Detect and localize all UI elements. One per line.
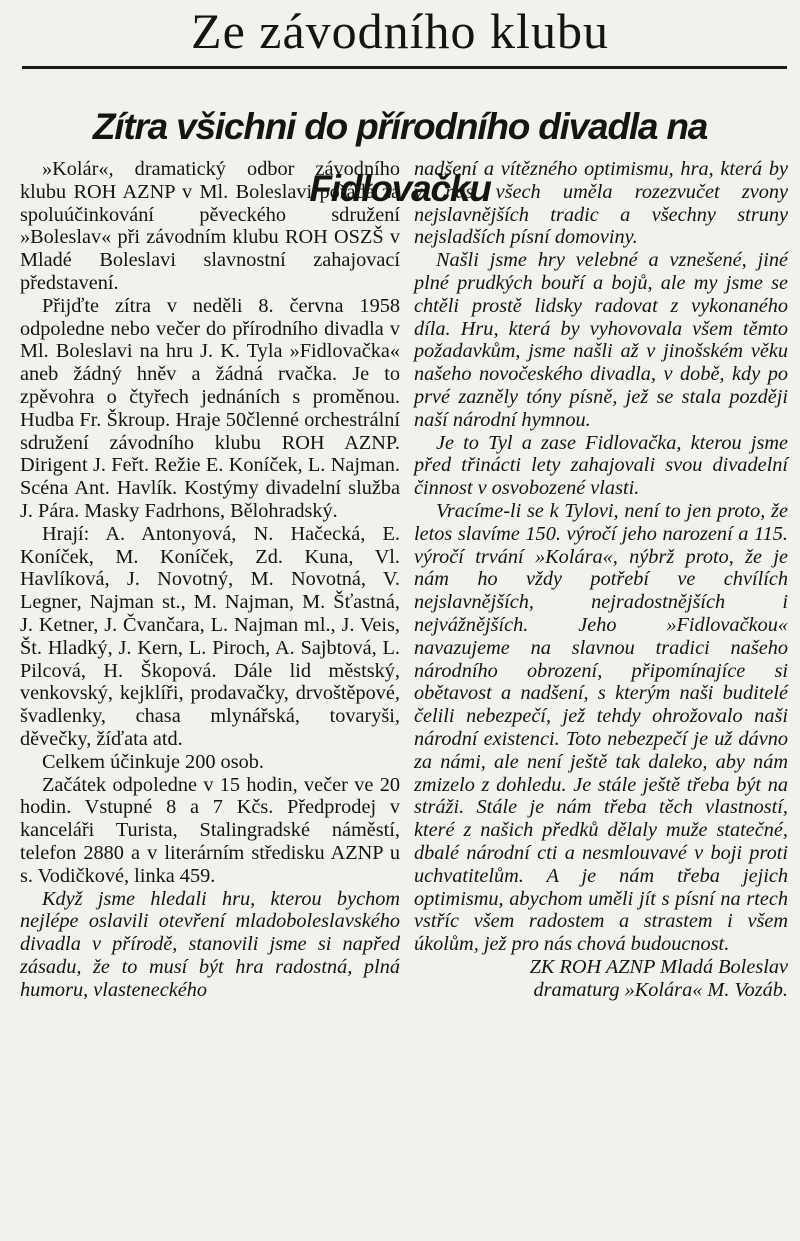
article-column-left (20, 158, 400, 1228)
paragraph-total-performers: Celkem účinkuje 200 osob. (42, 750, 264, 773)
section-masthead: Ze závodního klubu (191, 3, 609, 59)
paragraph-invitation: Přijďte zítra v neděli 8. června 1958 odpoledne nebo večer do přírodního divadla v Ml. Boleslavi na hru J. K. Tyla »Fidlovačka« aneb žádný hněv a žádná rvačka. Je to zpěvohra o čtyřech jednáních s proměnou. Hudba Fr. Škroup. Hraje 50členné orchestrální sdružení závodního klubu ROH AZNP. Dirigent J. Feřt. Režie E. Koníček, L. Najman. Scéna Ant. Havlík. Kostýmy divadelní služba J. Pára. Masky Fadrhons, Bělohradský. (20, 294, 400, 522)
signature-author: dramaturg »Kolára« M. Vozáb. (533, 978, 788, 1001)
article-headline: Zítra všichni do přírodního divadla na Fidlovačku (92, 106, 708, 209)
paragraph-cast: Hrají: A. Antonyová, N. Hačecká, E. Koníček, M. Koníček, Zd. Kuna, Vl. Havlíková, J. Novotný, M. Novotná, V. Legner, Najman st., M. Najman, M. Šťastná, J. Ketner, J. Čvančara, L. Najman ml., J. Veis, Št. Hladký, J. Kern, L. Piroch, A. Sajbtová, L. Pilcová, H. Škopová. Dále lid městský, venkovský, kejklíři, prodavačky, drvoštěpové, švadlenky, chasa mlynářská, tovaryši, děvečky, žíďata atd. (20, 522, 400, 750)
article-column-right (414, 158, 788, 1228)
paragraph-continuation: nadšení a vítězného optimismu, hra, která by v nás všech uměla rozezvučet zvony nejslavnějších tradic a všechny struny nejsladších písní domoviny. (414, 158, 788, 249)
signature-organization: ZK ROH AZNP Mladá Boleslav (529, 955, 788, 978)
paragraph-anniversary: Vracíme-li se k Tylovi, není to jen proto, že letos slavíme 150. výročí jeho narození a 115. výročí trvání »Kolára«, nýbrž proto, že je nám ho vždy potřebí ve chvílích nejslavnějších, nejradostnějších i nejvážnějších. Jeho »Fidlovačkou« navazujeme na slavnou tradici našeho národního obrození, připomínajíce si obětavost a nadšení, s kterým naši buditelé čelili nebezpečí, jež tehdy ohrožovalo naši národní existenci. Toto nebezpečí je už dávno za námi, ale není ještě tak daleko, aby nám zmizelo z dohledu. Je stále ještě třeba být na stráži. Stále je nám třeba těch vlastností, které z našich předků dělaly muže statečné, dbalé národní cti a nesmlouvavé v boji proti uchvatitelům. A je nám třeba jejich optimismu, abychom uměli jít s písní na rtech vstříc všem radostem a strastem i všem úkolům, jež pro nás chová budoucnost. (414, 499, 788, 956)
paragraph-tyl-fidlovacka: Je to Tyl a zase Fidlovačka, kterou jsme před třinácti lety zahajovali svou divadelní činnost v osvobozené vlasti. (414, 431, 788, 500)
paragraph-schedule-tickets: Začátek odpoledne v 15 hodin, večer ve 20 hodin. Vstupné 8 a 7 Kčs. Předprodej v kanceláři Turista, Stalingradské náměstí, telefon 2880 a v literárním středisku AZNP u s. Vodičkové, linka 459. (20, 773, 400, 887)
paragraph-choosing-play: Když jsme hledali hru, kterou bychom nejlépe oslavili otevření mladoboleslavského divadla v přírodě, stanovili jsme si napřed zásadu, že to musí být hra radostná, plná humoru, vlasteneckého (20, 887, 400, 1001)
masthead-divider (22, 66, 787, 69)
paragraph-intro: »Kolár«, dramatický odbor závodního klubu ROH AZNP v Ml. Boleslavi pořádá za spoluúčinkování pěveckého sdružení »Boleslav« při závodním klubu ROH OSZŠ v Mladé Boleslavi slavnostní zahajovací představení. (20, 158, 400, 294)
paragraph-found-play: Našli jsme hry velebné a vznešené, jiné plné prudkých bouří a bojů, ale my jsme se chtěli prostě lidsky radovat z vykonaného díla. Hru, která by vyhovovala všem těmto požadavkům, jsme našli až v jinošském věku našeho novočeského divadla, v době, kdy po prvé zazněly tóny písně, jež se stala později naší národní hymnou. (414, 249, 788, 431)
